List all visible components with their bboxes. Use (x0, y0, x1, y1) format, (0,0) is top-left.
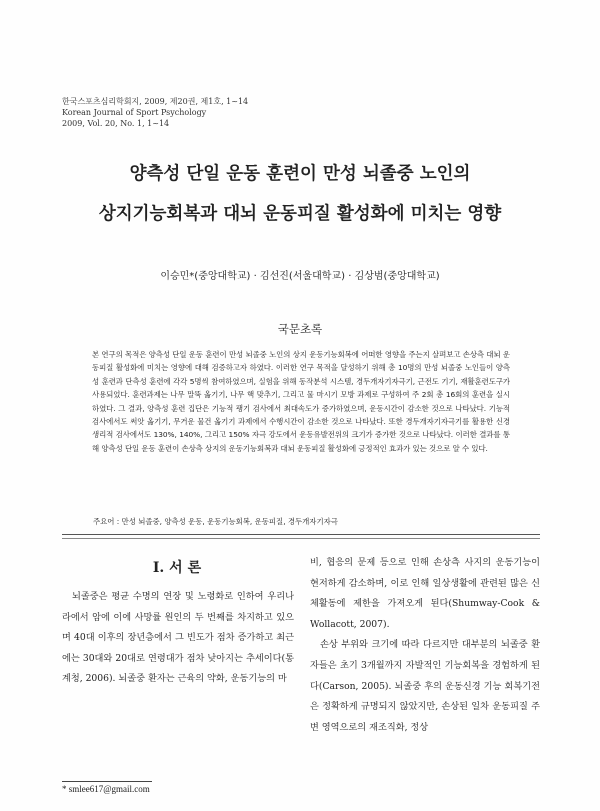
footnote-rule (62, 781, 152, 782)
keywords: 주요어 : 만성 뇌졸중, 양측성 운동, 운동기능회복, 운동피질, 경두개자기자극 (93, 517, 338, 526)
corresponding-author-email: * smlee617@gmail.com (62, 784, 150, 794)
intro-right-paragraph-1: 비, 협응의 문제 등으로 인해 손상측 사지의 운동기능이 현저하게 감소하며, 이로 인해 일상생활에 관련된 많은 신체활동에 제한을 가져오게 된다(Shumway-Cook & Wollacott, 2007). (310, 557, 540, 630)
journal-header (62, 96, 248, 129)
abstract-body: 본 연구의 목적은 양측성 단일 운동 훈련이 만성 뇌졸중 노인의 상지 운동기능회복에 어떠한 영향을 주는지 살펴보고 손상측 대뇌 운동피질 활성화에 미치는 영향에 대해 검증하고자 하였다. 이러한 연구 목적을 달성하기 위해 총 10명의 만성 뇌졸중 노인들이 양측성 훈련과 단측성 훈련에 각각 5명씩 참여하였으며, 실험을 위해 동작분석 시스템, 경두개자기자극기, 근전도 기기, 재활훈련도구가 사용되었다. 훈련과제는 나무 말뚝 옮기기, 나무 핵 맞추기, 그리고 물 마시기 모방 과제로 구성하여 주 2회 총 16회의 훈련을 실시하였다. 그 결과, 양측성 훈련 집단은 기능적 팽기 검사에서 최대속도가 증가하였으며, 운동시간이 감소한 것으로 나타났다. 기능적 검사에서도 써앗 옮기기, 무거운 물건 옮기기 과제에서 수행시간이 감소한 것으로 나타났다. 또한 경두개자기자극기를 활용한 신경생리적 검사에서도 130%, 140%, 그리고 150% 자극 강도에서 운동유발전위의 크기가 증가한 것으로 나타났다. 이러한 결과를 통해 양측성 단일 운동 훈련이 손상측 상지의 운동기능회복과 대뇌 운동피질 활성화에 긍정적인 효과가 있는 것으로 알 수 있다. (92, 350, 510, 453)
section-divider-bottom (62, 538, 540, 539)
abstract-heading: 국문초록 (277, 322, 323, 336)
author-list: 이승민*(중앙대학교) · 김선진(서울대학교) · 김상범(중앙대학교) (160, 271, 440, 282)
journal-line-korean: 한국스포츠심리학회지, 2009, 제20권, 제1호, 1~14 (62, 97, 249, 106)
journal-line-english: Korean Journal of Sport Psychology (62, 108, 207, 117)
paper-title-line-1: 양측성 단일 운동 훈련이 만성 뇌졸중 노인의 (129, 164, 471, 184)
paper-title-line-2: 상지기능회복과 대뇌 운동피질 활성화에 미치는 영향 (98, 204, 502, 224)
journal-line-volume: 2009, Vol. 20, No. 1, 1~14 (62, 119, 170, 128)
intro-left-column: 뇌졸중은 평균 수명의 연장 및 노령화로 인하여 우리나라에서 암에 이에 사망률 원인의 두 번째를 차지하고 있으며 40대 이후의 장년층에서 그 빈도가 점차 증가하고 최근에는 30대와 20대로 연령대가 점차 낮아지는 추세이다(통계청, 2006). 뇌졸중 환자는 근육의 약화, 운동기능의 마 (62, 591, 294, 685)
section-heading-introduction: Ⅰ. 서 론 (152, 560, 202, 576)
section-divider-top (62, 534, 540, 535)
intro-right-column (310, 553, 540, 738)
intro-right-paragraph-2: 손상 부위와 크기에 따라 다르지만 대부분의 뇌졸중 환자들은 초기 3개월까지 자발적인 기능회복을 경험하게 된다(Carson, 2005). 뇌졸중 후의 운동신경 기능 회복기전은 정확하게 규명되지 않았지만, 손상된 일차 운동피질 주변 영역으로의 재조직화, 정상 (310, 639, 540, 733)
